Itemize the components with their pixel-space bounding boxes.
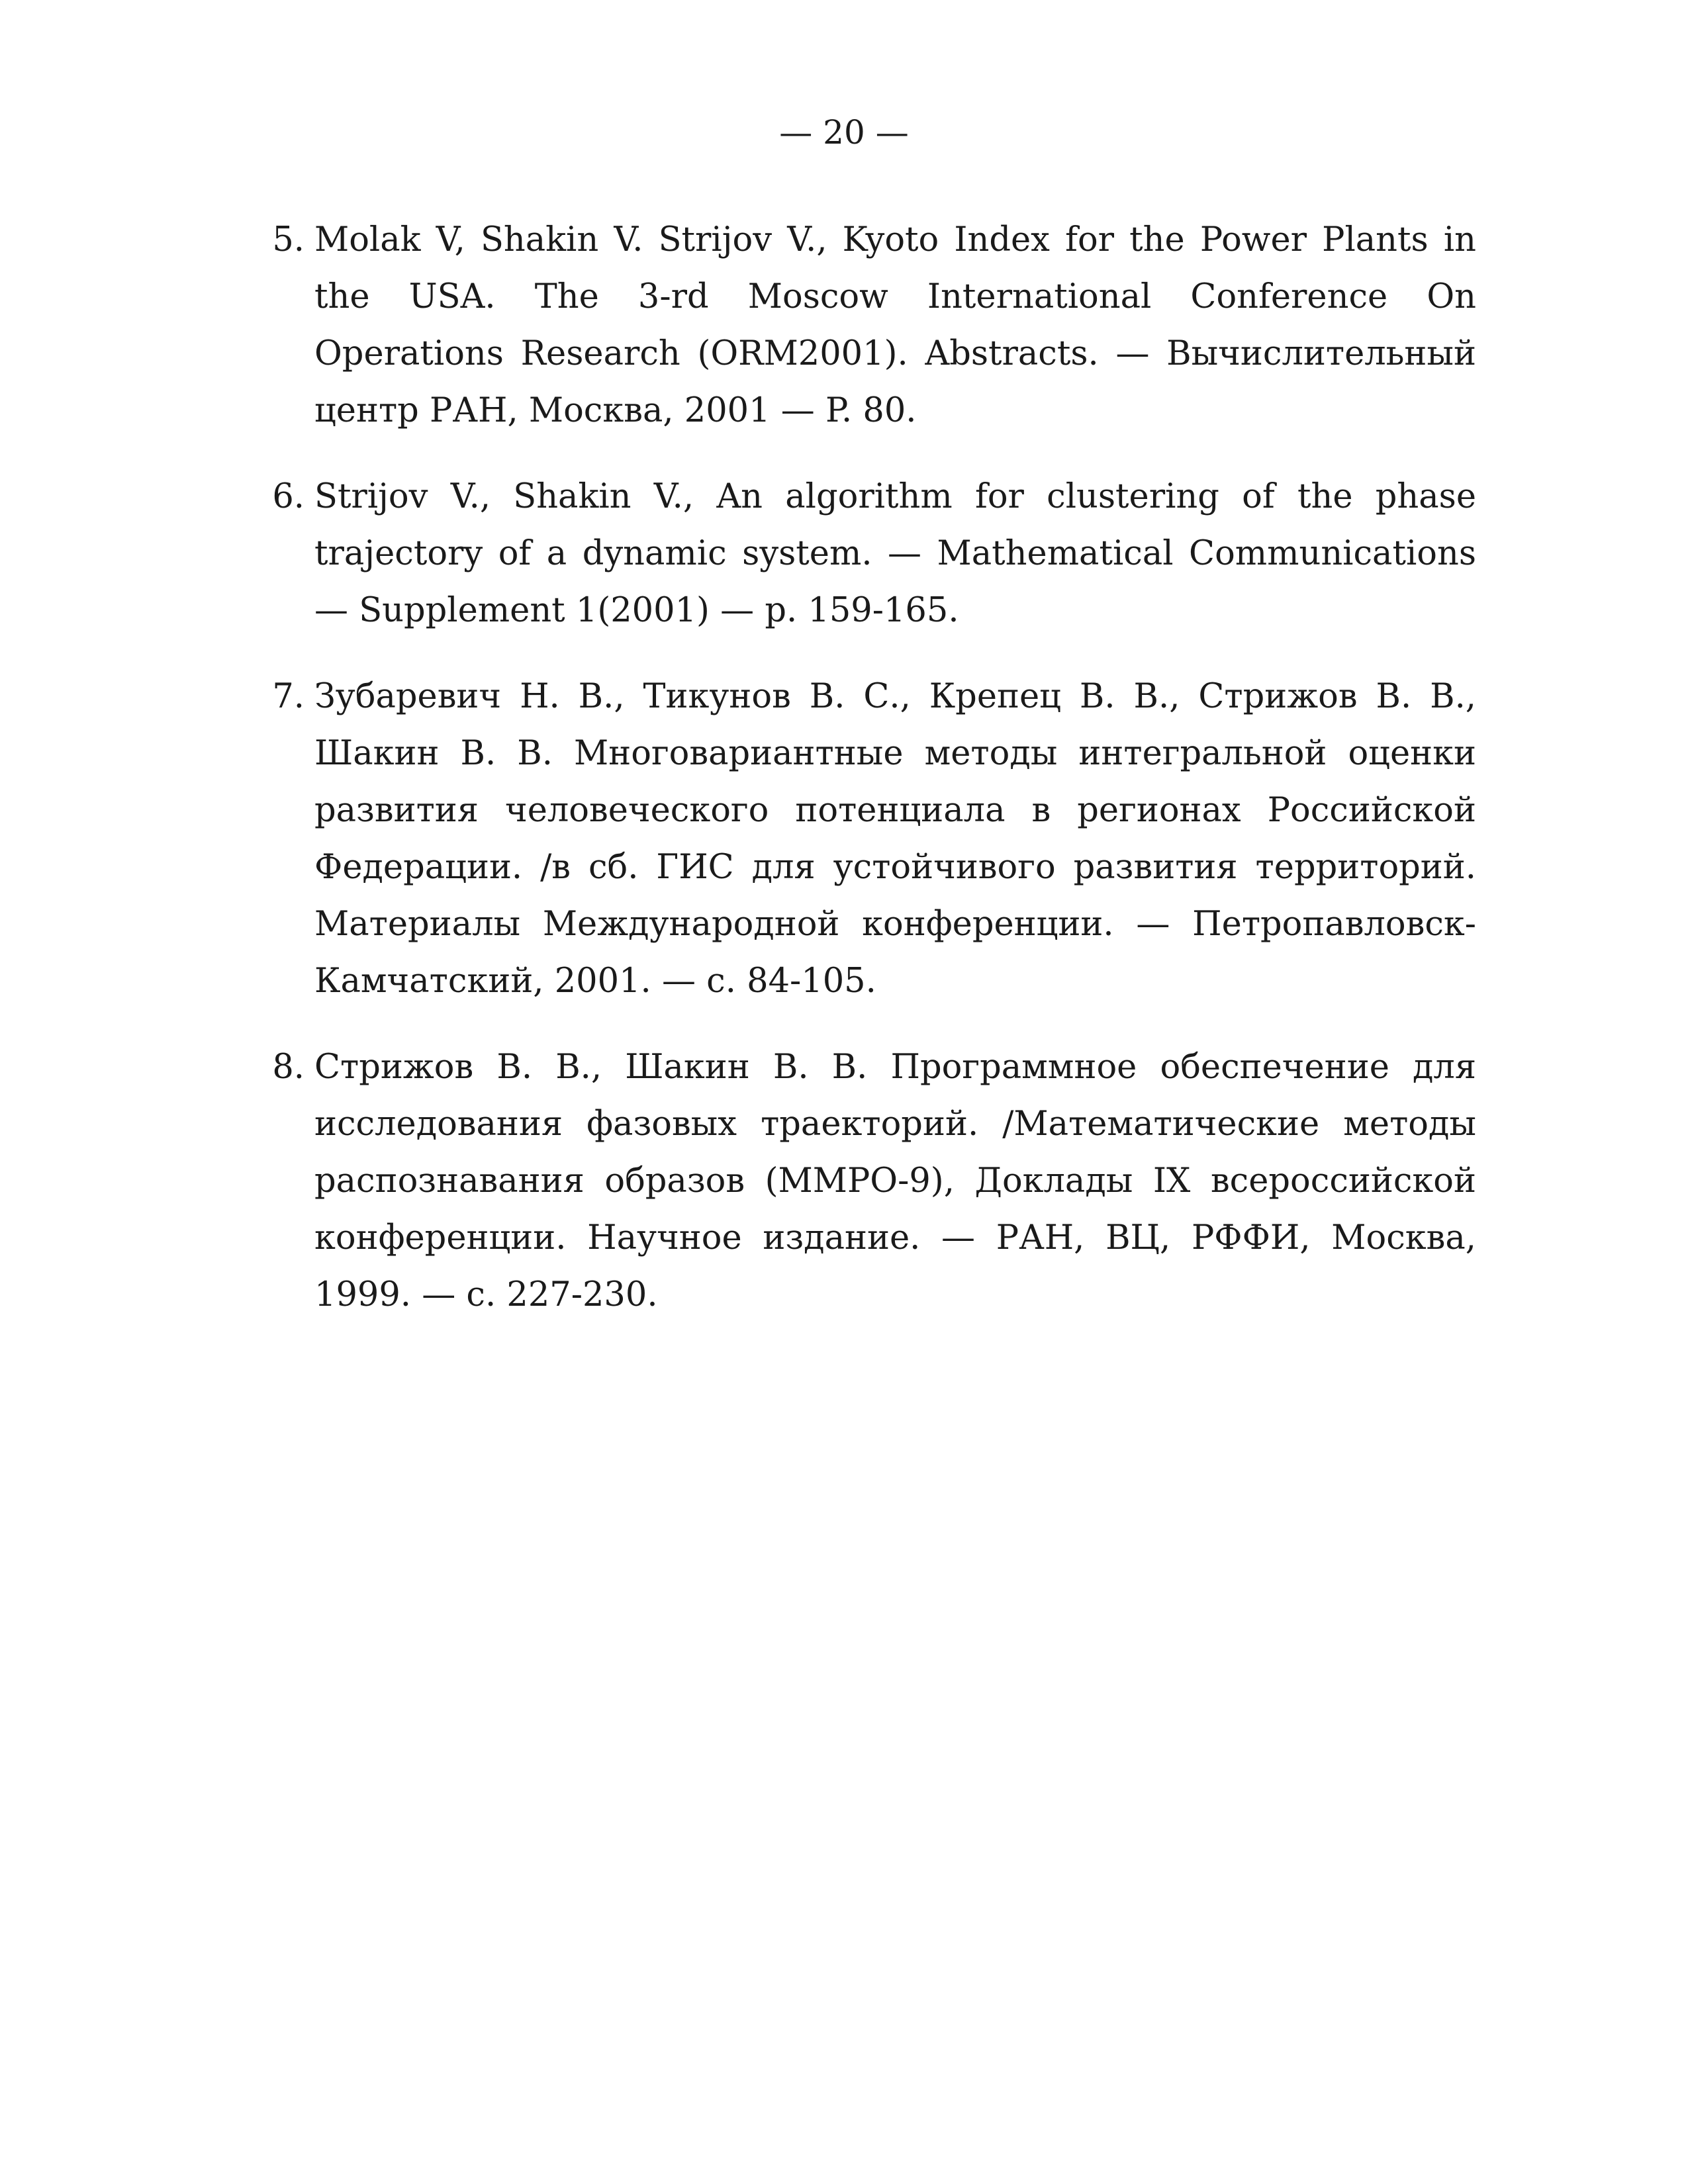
reference-number: 6. [272, 477, 305, 516]
reference-item [265, 668, 1476, 1010]
reference-item [265, 469, 1476, 639]
reference-text: Зубаревич Н. В., Тикунов В. С., Крепец В. В., Стрижов В. В., Шакин В. В. Многовариантные методы интегральной оценки развития человеческого потенциала в регионах Российской Федерации. /в сб. ГИС для устойчивого развития территорий. Материалы Международной конференции. — Петропавловск-Камчатский, 2001. — с. 84-105. [314, 677, 1476, 1001]
reference-number: 5. [272, 220, 305, 259]
reference-item [265, 212, 1476, 439]
reference-text: Стрижов В. В., Шакин В. В. Программное обеспечение для исследования фазовых траекторий. /Математические методы распознавания образов (ММРО-9), Доклады IX всероссийской конференции. Научное издание. — РАН, ВЦ, РФФИ, Москва, 1999. — с. 227-230. [314, 1048, 1476, 1314]
reference-number: 7. [272, 677, 305, 716]
reference-number: 8. [272, 1048, 305, 1087]
reference-text: Strijov V., Shakin V., An algorithm for clustering of the phase trajectory of a dynamic system. — Mathematical Communications — Supplement 1(2001) — p. 159-165. [314, 477, 1476, 630]
reference-item [265, 1039, 1476, 1324]
reference-list [265, 212, 1476, 1353]
reference-text: Molak V, Shakin V. Strijov V., Kyoto Index for the Power Plants in the USA. The 3-rd Moscow International Conference On Operations Research (ORM2001). Abstracts. — Вычислительный центр РАН, Москва, 2001 — P. 80. [314, 220, 1476, 430]
page-number: — 20 — [779, 113, 909, 152]
